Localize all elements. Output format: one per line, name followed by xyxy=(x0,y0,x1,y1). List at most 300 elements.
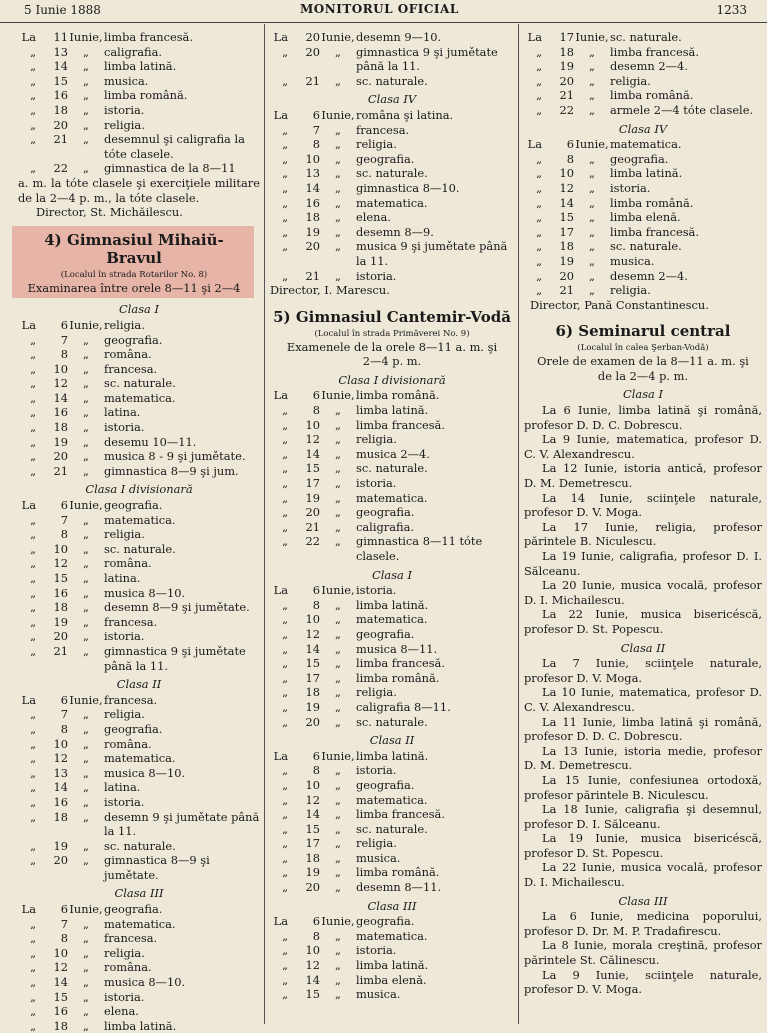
row-month: „ xyxy=(335,763,341,778)
row-prefix: „ xyxy=(30,707,36,722)
row-month: Iunie, xyxy=(321,914,355,929)
row-day: 16 xyxy=(53,405,68,420)
class-title: Clasa IV xyxy=(367,92,417,107)
row-subject: geografia. xyxy=(104,721,163,736)
schedule-row xyxy=(18,556,260,571)
row-prefix: „ xyxy=(282,821,288,836)
row-day: 7 xyxy=(60,916,68,931)
schedule-row xyxy=(270,749,514,764)
row-prefix: La xyxy=(21,692,36,707)
class-sections xyxy=(524,387,762,996)
row-month: „ xyxy=(83,332,89,347)
row-subject: sc. naturale. xyxy=(104,541,176,556)
row-subject: sc. naturale. xyxy=(610,239,682,254)
row-day: 14 xyxy=(53,390,68,405)
row-subject: limba francesă. xyxy=(356,807,445,822)
column-rule xyxy=(518,24,519,1024)
row-subject: istoria. xyxy=(356,943,397,958)
row-prefix: „ xyxy=(282,880,288,895)
row-day: 8 xyxy=(60,527,68,542)
row-prefix: „ xyxy=(282,958,288,973)
row-prefix: „ xyxy=(282,519,288,534)
row-subject: gimnastica 8—9 şi jumětate. xyxy=(104,853,210,882)
row-subject: sc. naturale. xyxy=(356,821,428,836)
column-rule xyxy=(264,24,265,1024)
schedule-row xyxy=(524,103,762,118)
exam-entry: La 20 Iunie, musica vocală, profesor D. I. Michailescu. xyxy=(524,578,762,607)
row-day: 22 xyxy=(305,534,320,549)
schedule-row xyxy=(18,795,260,810)
row-day: 20 xyxy=(305,44,320,59)
column-1 xyxy=(18,30,260,1033)
row-prefix: „ xyxy=(30,571,36,585)
row-subject: religia. xyxy=(104,317,145,332)
row-month: „ xyxy=(335,626,341,641)
row-subject: geografia. xyxy=(356,777,415,792)
row-prefix: La xyxy=(273,748,288,763)
row-subject: matematica. xyxy=(356,612,428,627)
row-month: „ xyxy=(83,945,89,960)
schedule-row xyxy=(270,822,514,837)
row-prefix: „ xyxy=(282,180,288,195)
row-day: 6 xyxy=(312,107,320,122)
row-month: „ xyxy=(335,224,341,239)
exam-entry: La 15 Iunie, confesiunea ortodoxă, profesor părintele B. Niculescu. xyxy=(524,772,762,802)
row-prefix: „ xyxy=(282,807,288,822)
row-prefix: „ xyxy=(536,166,542,181)
row-month: „ xyxy=(83,600,89,615)
row-month: Iunie, xyxy=(321,388,355,403)
row-day: 8 xyxy=(60,721,68,736)
row-subject: caligrafia. xyxy=(356,519,414,534)
row-month: „ xyxy=(83,780,89,795)
schedule-row xyxy=(270,656,514,671)
row-subject: sc. naturale. xyxy=(104,376,176,391)
row-subject: româna şi latina. xyxy=(356,107,454,122)
row-month: „ xyxy=(335,210,341,225)
row-subject: istoria. xyxy=(104,989,145,1004)
row-day: 20 xyxy=(305,505,320,520)
row-day: 20 xyxy=(53,449,68,464)
row-prefix: „ xyxy=(30,629,36,644)
row-month: „ xyxy=(335,612,341,627)
row-subject: religia. xyxy=(104,707,145,722)
schedule-row xyxy=(524,181,762,196)
row-month: „ xyxy=(335,268,341,283)
row-month: „ xyxy=(83,361,89,376)
row-subject: gimnastica 8—9 şi jum. xyxy=(104,463,239,478)
row-prefix: La xyxy=(273,914,288,929)
row-day: 16 xyxy=(53,794,68,809)
row-subject: matematica. xyxy=(356,792,428,807)
row-subject: gimnastica 9 şi jumětate până la 11. xyxy=(104,643,246,673)
row-day: 15 xyxy=(305,821,320,836)
row-prefix: „ xyxy=(30,916,36,931)
row-subject: musica 8—11. xyxy=(356,641,438,656)
schedule-row xyxy=(18,30,260,45)
row-prefix: La xyxy=(21,902,36,917)
row-prefix: „ xyxy=(30,44,36,59)
row-prefix: „ xyxy=(282,534,288,549)
row-subject: desemn 8—9 şi jumětate. xyxy=(104,600,250,615)
schedule-row xyxy=(524,59,762,74)
row-day: 18 xyxy=(305,850,320,865)
row-month: „ xyxy=(335,137,341,152)
schedule-row xyxy=(18,161,260,176)
row-month: „ xyxy=(83,931,89,946)
row-subject: desemn 9—10. xyxy=(356,30,442,44)
row-prefix: „ xyxy=(30,527,36,542)
row-day: 12 xyxy=(305,958,320,973)
row-month: Iunie, xyxy=(575,30,609,44)
row-day: 11 xyxy=(53,30,68,44)
row-month: „ xyxy=(335,656,341,671)
row-prefix: „ xyxy=(30,643,36,658)
row-month: „ xyxy=(83,405,89,420)
row-subject: limba română. xyxy=(104,88,188,103)
row-month: „ xyxy=(83,916,89,931)
row-month: „ xyxy=(83,434,89,449)
director-signature: Director, St. Michăilescu. xyxy=(36,205,183,220)
row-month: „ xyxy=(335,699,341,714)
row-prefix: „ xyxy=(536,195,542,210)
row-day: 8 xyxy=(60,347,68,362)
row-subject: matematica. xyxy=(356,490,428,505)
row-prefix: „ xyxy=(30,376,36,391)
row-month: „ xyxy=(335,403,341,418)
class-title: Clasa II xyxy=(369,733,415,748)
row-day: 14 xyxy=(305,446,320,461)
exam-entry: La 22 Iunie, musica bisericéscă, profesor D. St. Popescu. xyxy=(524,607,762,636)
row-month: „ xyxy=(83,1004,89,1019)
class-title: Clasa III xyxy=(618,893,668,908)
row-prefix: „ xyxy=(282,792,288,807)
schedule-row xyxy=(270,958,514,973)
row-day: 19 xyxy=(305,699,320,714)
row-day: 21 xyxy=(53,463,68,478)
row-prefix: „ xyxy=(30,975,36,990)
row-day: 10 xyxy=(305,612,320,627)
row-subject: limba elenă. xyxy=(610,210,681,225)
schedule-row xyxy=(270,763,514,778)
row-subject: religia. xyxy=(610,73,651,88)
row-subject: musica. xyxy=(356,987,401,1002)
row-subject: sc. naturale. xyxy=(356,166,428,181)
schedule-row xyxy=(18,74,260,89)
school-location: (Localul în calea Şerban-Vodă) xyxy=(577,343,709,354)
row-day: 17 xyxy=(305,836,320,851)
row-month: „ xyxy=(335,958,341,973)
row-prefix: „ xyxy=(282,612,288,627)
row-prefix: La xyxy=(273,583,288,598)
row-month: „ xyxy=(83,161,89,176)
schedule-row xyxy=(18,362,260,377)
row-subject: musica. xyxy=(356,850,401,865)
column-3 xyxy=(524,30,762,1024)
exam-entry: La 6 Iunie, limba latină şi română, profesor D. D. C. Dobrescu. xyxy=(524,403,762,432)
class-title: Clasa I xyxy=(623,387,663,402)
schedule-row xyxy=(524,137,762,152)
row-day: 10 xyxy=(559,166,574,181)
row-month: „ xyxy=(83,1018,89,1033)
row-prefix: „ xyxy=(30,1018,36,1033)
row-month: Iunie, xyxy=(69,30,103,44)
schedule-row xyxy=(270,778,514,793)
row-prefix: „ xyxy=(282,210,288,225)
row-prefix: „ xyxy=(282,699,288,714)
row-month: „ xyxy=(83,765,89,780)
row-day: 6 xyxy=(60,692,68,707)
schedule-row xyxy=(270,685,514,700)
row-subject: desemn 8—11. xyxy=(356,880,442,895)
row-month: „ xyxy=(335,597,341,612)
row-month: „ xyxy=(589,102,595,117)
schedule-row xyxy=(270,476,514,491)
row-day: 6 xyxy=(566,137,574,152)
row-day: 13 xyxy=(53,765,68,780)
row-day: 10 xyxy=(305,943,320,958)
row-prefix: „ xyxy=(282,763,288,778)
row-day: 10 xyxy=(305,777,320,792)
schedule-row xyxy=(18,513,260,528)
row-month: „ xyxy=(335,505,341,520)
row-month: „ xyxy=(83,59,89,74)
row-subject: istoria. xyxy=(104,420,145,435)
row-subject: istoria. xyxy=(356,476,397,491)
row-day: 8 xyxy=(60,931,68,946)
row-month: „ xyxy=(83,44,89,59)
row-day: 12 xyxy=(305,432,320,447)
row-subject: geografia. xyxy=(104,498,163,513)
row-month: „ xyxy=(335,490,341,505)
schedule-row xyxy=(18,498,260,513)
schedule-row xyxy=(18,946,260,961)
row-subject: limba francesă. xyxy=(356,417,445,432)
row-day: 17 xyxy=(559,30,574,44)
schedule-row xyxy=(270,505,514,520)
row-month: „ xyxy=(335,807,341,822)
class-title: Clasa I divisionară xyxy=(85,482,193,497)
row-prefix: „ xyxy=(282,476,288,491)
schedule-row xyxy=(18,629,260,644)
row-prefix: „ xyxy=(30,361,36,376)
row-day: 17 xyxy=(559,224,574,239)
row-day: 20 xyxy=(305,880,320,895)
row-day: 20 xyxy=(53,629,68,644)
row-prefix: „ xyxy=(30,88,36,103)
schedule-row xyxy=(524,196,762,211)
row-prefix: „ xyxy=(30,585,36,600)
row-prefix: „ xyxy=(30,765,36,780)
row-prefix: „ xyxy=(30,420,36,435)
row-day: 12 xyxy=(305,626,320,641)
schedule-row xyxy=(270,943,514,958)
row-month: „ xyxy=(83,117,89,132)
row-prefix: „ xyxy=(282,446,288,461)
row-month: „ xyxy=(335,122,341,137)
class-title: Clasa III xyxy=(114,886,164,901)
row-prefix: „ xyxy=(30,132,36,147)
row-month: Iunie, xyxy=(321,583,355,598)
schedule-row xyxy=(270,671,514,686)
row-prefix: „ xyxy=(30,736,36,751)
schedule-row xyxy=(18,435,260,450)
row-subject: desemnul şi caligrafia la tóte clasele. xyxy=(104,132,245,161)
row-month: „ xyxy=(83,390,89,405)
schedule-list xyxy=(18,30,260,176)
row-day: 14 xyxy=(305,807,320,822)
row-subject: istoria. xyxy=(356,763,397,778)
class-title: Clasa I divisionară xyxy=(338,372,446,387)
row-month: „ xyxy=(83,989,89,1004)
row-month: „ xyxy=(83,629,89,644)
class-title: Clasa I xyxy=(372,567,412,582)
exam-entry: La 11 Iunie, limba latină şi română, profesor D. D. C. Dobrescu. xyxy=(524,714,762,744)
row-month: „ xyxy=(83,721,89,736)
row-prefix: „ xyxy=(30,751,36,766)
schedule-row xyxy=(524,283,762,298)
row-month: „ xyxy=(83,449,89,464)
row-prefix: „ xyxy=(30,960,36,975)
row-prefix: „ xyxy=(30,541,36,556)
row-prefix: „ xyxy=(30,809,36,824)
row-day: 15 xyxy=(559,210,574,225)
schedule-row xyxy=(18,318,260,333)
row-subject: sc. naturale. xyxy=(104,838,176,853)
row-month: „ xyxy=(83,463,89,478)
schedule-row xyxy=(18,1019,260,1033)
schedule-note: a. m. la tóte clasele şi exerciţiele militare de la 2—4 p. m., la tóte clasele. xyxy=(18,175,260,205)
row-subject: limba latină. xyxy=(356,748,429,763)
row-subject: musica 8—10. xyxy=(104,975,186,990)
schedule-row xyxy=(18,737,260,752)
row-month: Iunie, xyxy=(69,902,103,917)
schedule-row xyxy=(270,403,514,418)
row-prefix: „ xyxy=(30,614,36,629)
schedule-row xyxy=(270,461,514,476)
row-subject: francesa. xyxy=(356,122,410,137)
row-prefix: „ xyxy=(536,283,542,298)
row-month: „ xyxy=(335,987,341,1002)
exam-entry: La 12 Iunie, istoria antică, profesor D. M. Demetrescu. xyxy=(524,461,762,491)
row-day: 19 xyxy=(53,614,68,629)
row-subject: istoria. xyxy=(610,180,651,195)
row-prefix: „ xyxy=(282,714,288,729)
row-month: Iunie, xyxy=(69,498,103,513)
row-prefix: „ xyxy=(282,972,288,987)
schedule-row xyxy=(270,700,514,715)
exam-entry: La 6 Iunie, medicina poporului, profesor D. Dr. M. P. Tradafirescu. xyxy=(524,909,762,938)
row-day: 21 xyxy=(559,88,574,103)
row-month: „ xyxy=(335,476,341,491)
schedule-row xyxy=(524,254,762,269)
row-prefix: La xyxy=(273,388,288,403)
row-month: „ xyxy=(83,527,89,542)
row-day: 6 xyxy=(312,583,320,598)
row-day: 20 xyxy=(305,239,320,254)
row-day: 12 xyxy=(53,960,68,975)
row-day: 18 xyxy=(53,420,68,435)
row-month: „ xyxy=(83,512,89,527)
row-prefix: „ xyxy=(282,239,288,254)
school-heading: 5) Gimnasiul Cantemir-Vodă xyxy=(273,307,511,326)
row-day: 20 xyxy=(305,714,320,729)
row-prefix: „ xyxy=(282,417,288,432)
row-prefix: La xyxy=(21,317,36,332)
row-subject: desemu 10—11. xyxy=(104,434,197,449)
row-day: 19 xyxy=(53,434,68,449)
row-subject: matematica. xyxy=(104,751,176,766)
row-subject: elena. xyxy=(356,210,391,225)
row-month: „ xyxy=(589,253,595,268)
row-day: 14 xyxy=(305,641,320,656)
row-prefix: „ xyxy=(536,102,542,117)
exam-entry: La 13 Iunie, istoria medie, profesor D. M. Demetrescu. xyxy=(524,743,762,773)
schedule-row xyxy=(18,693,260,708)
schedule-row xyxy=(270,447,514,462)
exam-hours: Examinarea între orele 8—11 şi 2—4 xyxy=(27,280,241,295)
schedule-row xyxy=(18,960,260,975)
row-month: „ xyxy=(83,73,89,88)
row-month: „ xyxy=(83,736,89,751)
school-location: (Localul în strada Primăverei No. 9) xyxy=(314,328,470,339)
row-day: 6 xyxy=(60,498,68,513)
row-month: „ xyxy=(589,195,595,210)
row-prefix: La xyxy=(21,498,36,513)
row-subject: musica 8 - 9 şi jumětate. xyxy=(104,449,246,464)
exam-entry: La 18 Iunie, caligrafia şi desemnul, profesor D. I. Sălceanu. xyxy=(524,802,762,831)
row-prefix: „ xyxy=(282,224,288,239)
schedule-row xyxy=(18,990,260,1005)
row-month: „ xyxy=(335,972,341,987)
schedule-row xyxy=(270,137,514,152)
row-day: 10 xyxy=(53,541,68,556)
row-month: „ xyxy=(335,446,341,461)
schedule-row xyxy=(18,542,260,557)
row-prefix: „ xyxy=(282,836,288,851)
row-day: 12 xyxy=(305,792,320,807)
schedule-row xyxy=(18,707,260,722)
row-month: „ xyxy=(83,376,89,391)
school-heading: 6) Seminarul central xyxy=(555,322,731,341)
schedule-list xyxy=(270,583,514,729)
row-prefix: „ xyxy=(282,656,288,671)
row-day: 14 xyxy=(305,972,320,987)
schedule-list xyxy=(524,30,762,118)
schedule-row xyxy=(270,210,514,225)
row-subject: geografia. xyxy=(104,902,163,917)
row-month: „ xyxy=(335,151,341,166)
row-month: „ xyxy=(335,239,341,254)
schedule-row xyxy=(18,405,260,420)
exam-entry: La 22 Iunie, musica vocală, profesor D. I. Michailescu. xyxy=(524,860,762,890)
row-prefix: „ xyxy=(30,332,36,347)
row-day: 8 xyxy=(566,151,574,166)
row-day: 10 xyxy=(53,945,68,960)
issue-date: 5 Iunie 1888 xyxy=(24,3,101,17)
row-month: „ xyxy=(335,73,341,88)
row-month: „ xyxy=(83,347,89,362)
schedule-row xyxy=(270,491,514,506)
row-month: „ xyxy=(83,643,89,658)
row-day: 15 xyxy=(53,73,68,88)
row-month: „ xyxy=(589,88,595,103)
row-prefix: „ xyxy=(282,865,288,880)
row-month: „ xyxy=(589,239,595,254)
row-prefix: „ xyxy=(282,432,288,447)
row-day: 12 xyxy=(53,751,68,766)
schedule-row xyxy=(270,418,514,433)
